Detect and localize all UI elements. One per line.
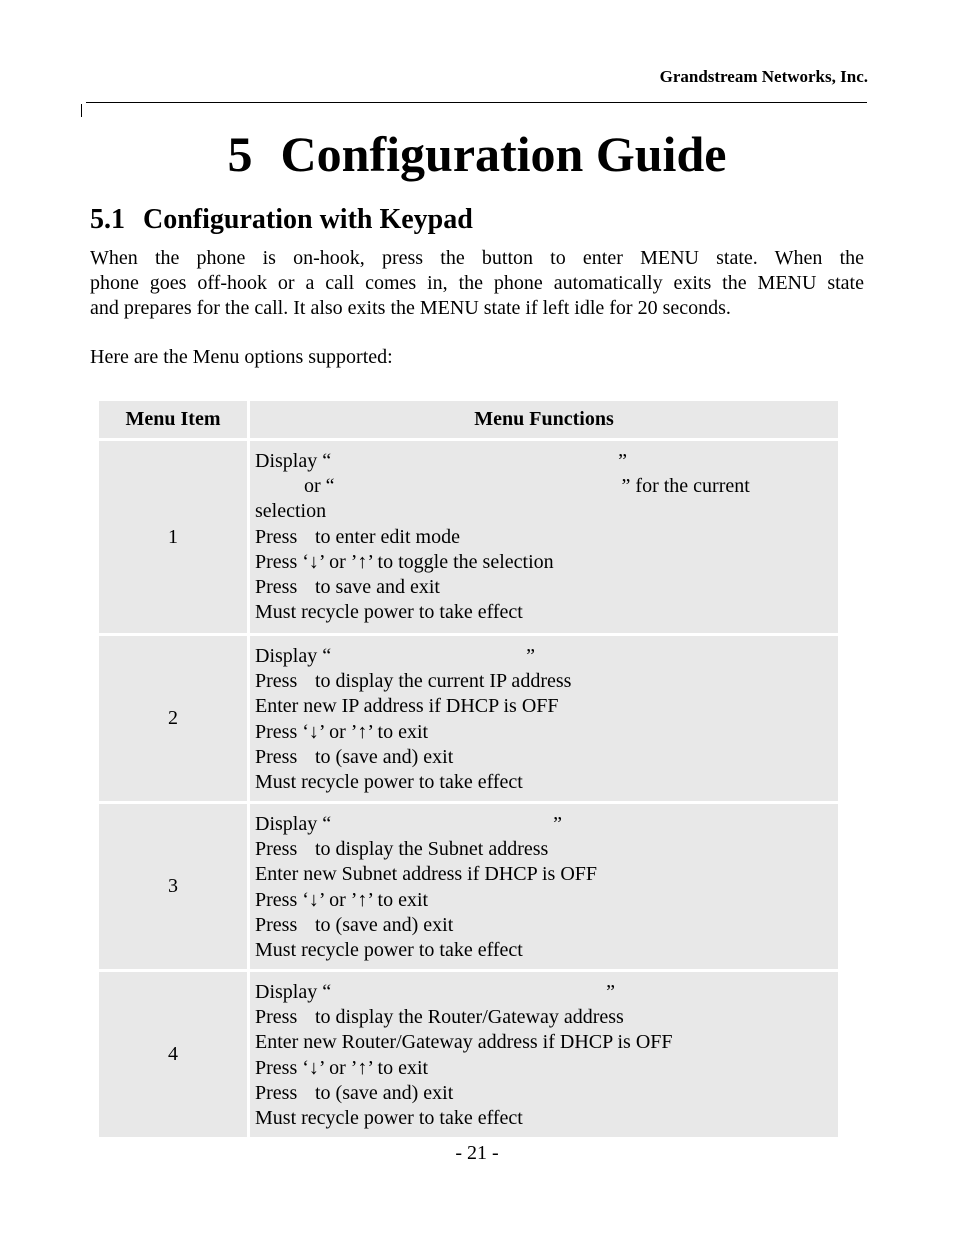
table-row: [99, 804, 838, 969]
menu-item-number: 1: [99, 441, 247, 633]
menu-table: [96, 398, 841, 1140]
header-rule: [86, 102, 867, 103]
intro-line-2: phone goes off-hook or a call comes in, the phone automatically exits the MENU state: [90, 272, 864, 294]
display-close: ”: [606, 981, 615, 1003]
chapter-title-text: Configuration Guide: [280, 126, 727, 182]
display-close: ”: [618, 450, 627, 472]
press-action: to display the current IP address: [315, 670, 572, 693]
function-line: [255, 1081, 834, 1106]
section-title: [90, 200, 473, 240]
press-label: Press: [255, 913, 298, 936]
menu-item-number: 2: [99, 636, 247, 801]
display-close: ”: [553, 813, 562, 835]
header-menu-item: Menu Item: [99, 401, 247, 438]
function-line: [255, 745, 834, 770]
function-line: Press ‘↓’ or ’↑’ to toggle the selection: [255, 550, 554, 573]
table-header-row: [99, 401, 838, 438]
page-number: - 21 -: [455, 1142, 499, 1164]
chapter-number: 5: [227, 126, 253, 182]
menu-options-intro: [90, 345, 864, 370]
table-row: [99, 972, 838, 1137]
function-line: [255, 669, 834, 694]
function-line: [255, 575, 834, 600]
function-line: Enter new IP address if DHCP is OFF: [255, 695, 559, 718]
press-label: Press: [255, 670, 298, 693]
press-action: to display the Router/Gateway address: [315, 1006, 624, 1029]
function-line: [255, 1005, 834, 1030]
menu-options-text: Here are the Menu options supported:: [90, 346, 393, 368]
menu-item-number: 3: [99, 804, 247, 969]
function-line: [255, 525, 834, 550]
or-close: ” for the current: [621, 475, 750, 498]
intro-line-3: and prepares for the call. It also exits the MENU state if left idle for 20 seconds.: [90, 297, 731, 319]
section-title-text: Configuration with Keypad: [143, 204, 473, 235]
section-number: 5.1: [90, 204, 125, 235]
press-action: to (save and) exit: [315, 913, 454, 936]
menu-item-number: 4: [99, 972, 247, 1137]
press-action: to save and exit: [315, 576, 440, 599]
function-line: [255, 837, 834, 862]
display-open: Display “: [255, 645, 332, 667]
table-row: [99, 636, 838, 801]
function-line: Press ‘↓’ or ’↑’ to exit: [255, 888, 429, 911]
company-name: Grandstream Networks, Inc.: [659, 67, 868, 86]
table-row: [99, 441, 838, 633]
chapter-title: [0, 118, 954, 190]
menu-functions: [250, 804, 838, 969]
menu-functions: [250, 972, 838, 1137]
function-line: Press ‘↓’ or ’↑’ to exit: [255, 1056, 429, 1079]
press-action: to display the Subnet address: [315, 838, 549, 861]
function-line: Must recycle power to take effect: [255, 939, 523, 962]
press-label: Press: [255, 1006, 298, 1029]
press-action: to enter edit mode: [315, 525, 460, 548]
function-line: [255, 980, 834, 1005]
intro-line-1: When the phone is on-hook, press the button to enter MENU state. When the: [90, 247, 864, 269]
menu-functions: [250, 636, 838, 801]
function-line: Must recycle power to take effect: [255, 771, 523, 794]
press-label: Press: [255, 838, 298, 861]
function-line: Must recycle power to take effect: [255, 1107, 523, 1130]
function-line: [255, 913, 834, 938]
or-open: or “: [304, 475, 335, 498]
press-action: to (save and) exit: [315, 1081, 454, 1104]
intro-paragraph: [90, 246, 864, 321]
menu-functions: [250, 441, 838, 633]
change-bar: [81, 104, 82, 117]
press-action: to (save and) exit: [315, 745, 454, 768]
display-open: Display “: [255, 981, 332, 1003]
press-label: Press: [255, 745, 298, 768]
function-line: Enter new Subnet address if DHCP is OFF: [255, 863, 598, 886]
press-label: Press: [255, 1081, 298, 1104]
function-line: Press ‘↓’ or ’↑’ to exit: [255, 720, 429, 743]
display-open: Display “: [255, 813, 332, 835]
press-label: Press: [255, 576, 298, 599]
press-label: Press: [255, 525, 298, 548]
function-line: [255, 449, 834, 474]
header-menu-functions: Menu Functions: [250, 401, 838, 438]
function-line: Enter new Router/Gateway address if DHCP is OFF: [255, 1031, 673, 1054]
function-line: [255, 644, 834, 669]
function-line: Must recycle power to take effect: [255, 601, 523, 624]
function-line: [255, 812, 834, 837]
display-open: Display “: [255, 450, 332, 472]
function-line: selection: [255, 500, 327, 523]
function-line: [255, 474, 834, 499]
display-close: ”: [526, 645, 535, 667]
